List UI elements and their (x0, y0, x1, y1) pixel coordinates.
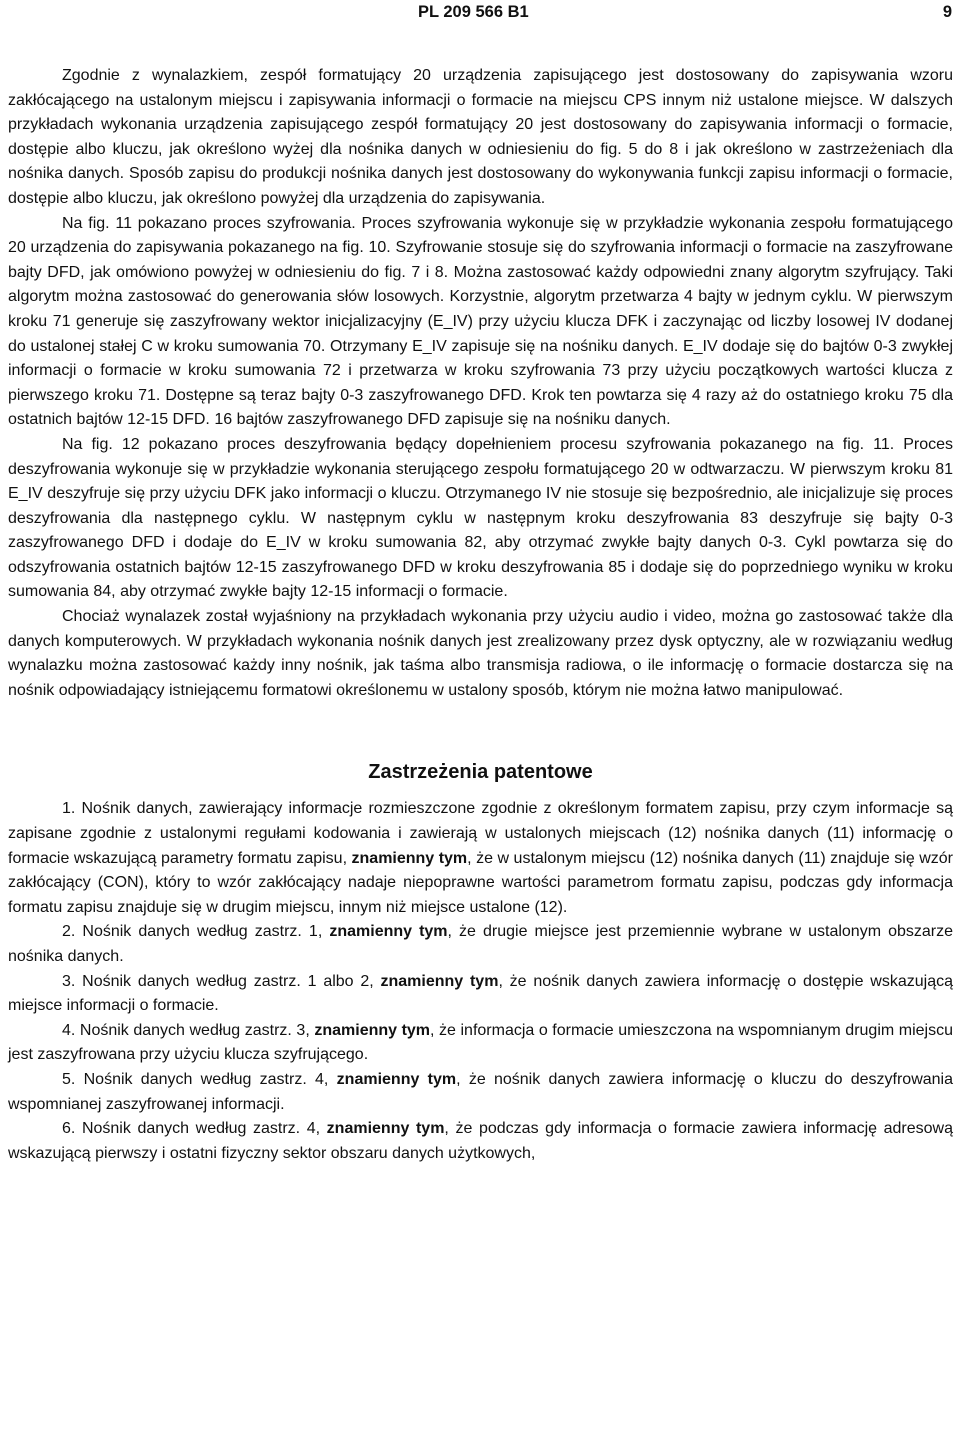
claim-text: 1. Nośnik danych, zawierający informacje rozmieszczone zgodnie z określonym formatem zapisu, przy czym informacje są zapisane zgodnie z ustalonymi regułami kodowania i zawierają w ustalonych miejscach (12) nośnika danych (11) informację o formacie wskazującą parametry formatu zapisu, (8, 800, 953, 867)
claim-keyword: znamienny tym (380, 972, 499, 990)
claim-text: 2. Nośnik danych według zastrz. 1, (62, 923, 323, 941)
claim-keyword: znamienny tym (336, 1070, 457, 1088)
claim-keyword: znamienny tym (329, 923, 448, 941)
claim-text: 4. Nośnik danych według zastrz. 3, (62, 1021, 310, 1039)
claim-1 (8, 797, 953, 920)
claim-keyword: znamienny tym (314, 1021, 431, 1039)
description-paragraph-4: Chociaż wynalazek został wyjaśniony na przykładach wykonania przy użyciu audio i video, można go zastosować także dla danych komputerowych. W przykładach wykonania nośnik danych jest zrealizowany przez dysk optyczny, ale w rozwiązaniu według wynalazku można zastosować każdy inny nośnik, jak taśma albo transmisja radiowa, o ile informację o formacie dostarcza się na nośnik odpowiadający istniejącemu formatowi określonemu w ustalony sposób, którym nie można łatwo manipulować. (8, 608, 953, 699)
claim-text: 6. Nośnik danych według zastrz. 4, (62, 1120, 321, 1138)
claims-heading: Zastrzeżenia patentowe (368, 761, 593, 784)
claim-text: , że podczas gdy informacja o formacie zawiera informację adresową wskazującą pierwszy i ostatni fizyczny sektor obszaru danych użytkowych, (8, 1120, 953, 1162)
claim-text: , że w ustalonym miejscu (12) nośnika danych (11) znajduje się wzór zakłócający (CON), który to wzór zakłócający nadaje niepoprawne wartości parametrom formatu zapisu, podczas gdy informacja formatu zapisu znajduje się w drugim miejscu, innym niż miejsce ustalone (12). (8, 849, 953, 916)
claim-3 (8, 970, 953, 1019)
claim-text: , że drugie miejsce jest przemiennie wybrane w ustalonym obszarze nośnika danych. (8, 923, 954, 965)
description-paragraph-1: Zgodnie z wynalazkiem, zespół formatujący 20 urządzenia zapisującego jest dostosowany do zapisywania wzoru zakłócającego na ustalonym miejscu i zapisywania informacji o formacie na miejscu CPS innym niż ustalone miejsce. W dalszych przykładach wykonania urządzenia zapisującego zespół formatujący 20 jest dostosowany do zapisywania informacji o formacie, dostępie albo kluczu, jak określono wyżej dla nośnika danych w odniesieniu do fig. 5 do 8 i jak określono w zastrzeżeniach dla nośnika danych. Sposób zapisu do produkcji nośnika danych jest dostosowany do wykonywania funkcji zapisu informacji o formacie, dostępie albo kluczu, jak określono powyżej dla urządzenia do zapisywania. (8, 67, 953, 207)
patent-number: PL 209 566 B1 (418, 3, 529, 21)
claim-keyword: znamienny tym (351, 849, 468, 867)
description-paragraph-2: Na fig. 11 pokazano proces szyfrowania. Proces szyfrowania wykonuje się w przykładzie wykonania zespołu formatującego 20 urządzenia do zapisywania pokazanego na fig. 10. Szyfrowanie stosuje się do szyfrowania informacji o formacie na zaszyfrowane bajty DFD, jak omówiono powyżej w odniesieniu do fig. 7 i 8. Można zastosować każdy odpowiedni znany algorytm szyfrujący. Taki algorytm można zastosować do generowania słów losowych. Korzystnie, algorytm przetwarza 4 bajty w jednym cyklu. W pierwszym kroku 71 generuje się zaszyfrowany wektor inicjalizacyjny (E_IV) przy użyciu klucza DFK i zaczynając od liczby losowej IV dodanej do ustalonej stałej C w kroku sumowania 70. Otrzymany E_IV zapisuje się na nośniku danych. E_IV dodaje się do bajtów 0-3 zwykłej informacji o formacie w kroku sumowania 72 i przetwarza w kroku szyfrowania 73 przy użyciu początkowych wartości klucza z pierwszego kroku 71. Dostępne są teraz bajty 0-3 zaszyfrowanego DFD. Krok ten powtarza się 4 razy aż do ostatniego kroku 75 dla ostatnich bajtów 12-15 DFD. 16 bajtów zaszyfrowanego DFD zapisuje się na nośniku danych. (8, 214, 953, 429)
description-paragraph-3: Na fig. 12 pokazano proces deszyfrowania będący dopełnieniem procesu szyfrowania pokazanego na fig. 11. Proces deszyfrowania wykonuje się w przykładzie wykonania sterującego zespołu formatującego 20 w odtwarzaczu. W pierwszym kroku 81 E_IV deszyfruje się przy użyciu DFK jako informacji o kluczu. Otrzymanego IV nie stosuje się bezpośrednio, ale inicjalizuje się proces deszyfrowania dla następnego cyklu. W następnym cyklu w następnym kroku deszyfrowania 83 deszyfruje się bajty 0-3 zaszyfrowanego DFD i dodaje do E_IV w kroku sumowania 82, aby otrzymać zwykłe bajty danych 0-3. Cykl powtarza się do odszyfrowania ostatnich bajtów 12-15 zaszyfrowanego DFD w kroku deszyfrowania 85 i dodaje się do poprzedniego wyniku w kroku sumowania 84, aby otrzymać zwykłe bajty 12-15 informacji o formacie. (8, 435, 953, 601)
claim-text: 3. Nośnik danych według zastrz. 1 albo 2, (62, 972, 374, 990)
claim-keyword: znamienny tym (326, 1120, 445, 1138)
claim-4 (8, 1019, 953, 1068)
claim-text: 5. Nośnik danych według zastrz. 4, (62, 1070, 329, 1088)
document-body (8, 64, 953, 1166)
claim-text: , że nośnik danych zawiera informację o dostępie wskazującą miejsce informacji o formacie. (8, 972, 953, 1015)
claim-6 (8, 1117, 953, 1166)
claim-5 (8, 1068, 953, 1117)
claim-text: , że nośnik danych zawiera informację o kluczu do deszyfrowania wspomnianej zaszyfrowanej informacji. (8, 1070, 954, 1113)
page-number: 9 (942, 3, 952, 21)
page-header (0, 0, 960, 26)
claim-2 (8, 920, 953, 969)
claim-text: , że informacja o formacie umieszczona na wspomnianym drugim miejscu jest zaszyfrowana przy użyciu klucza szyfrującego. (8, 1021, 953, 1064)
